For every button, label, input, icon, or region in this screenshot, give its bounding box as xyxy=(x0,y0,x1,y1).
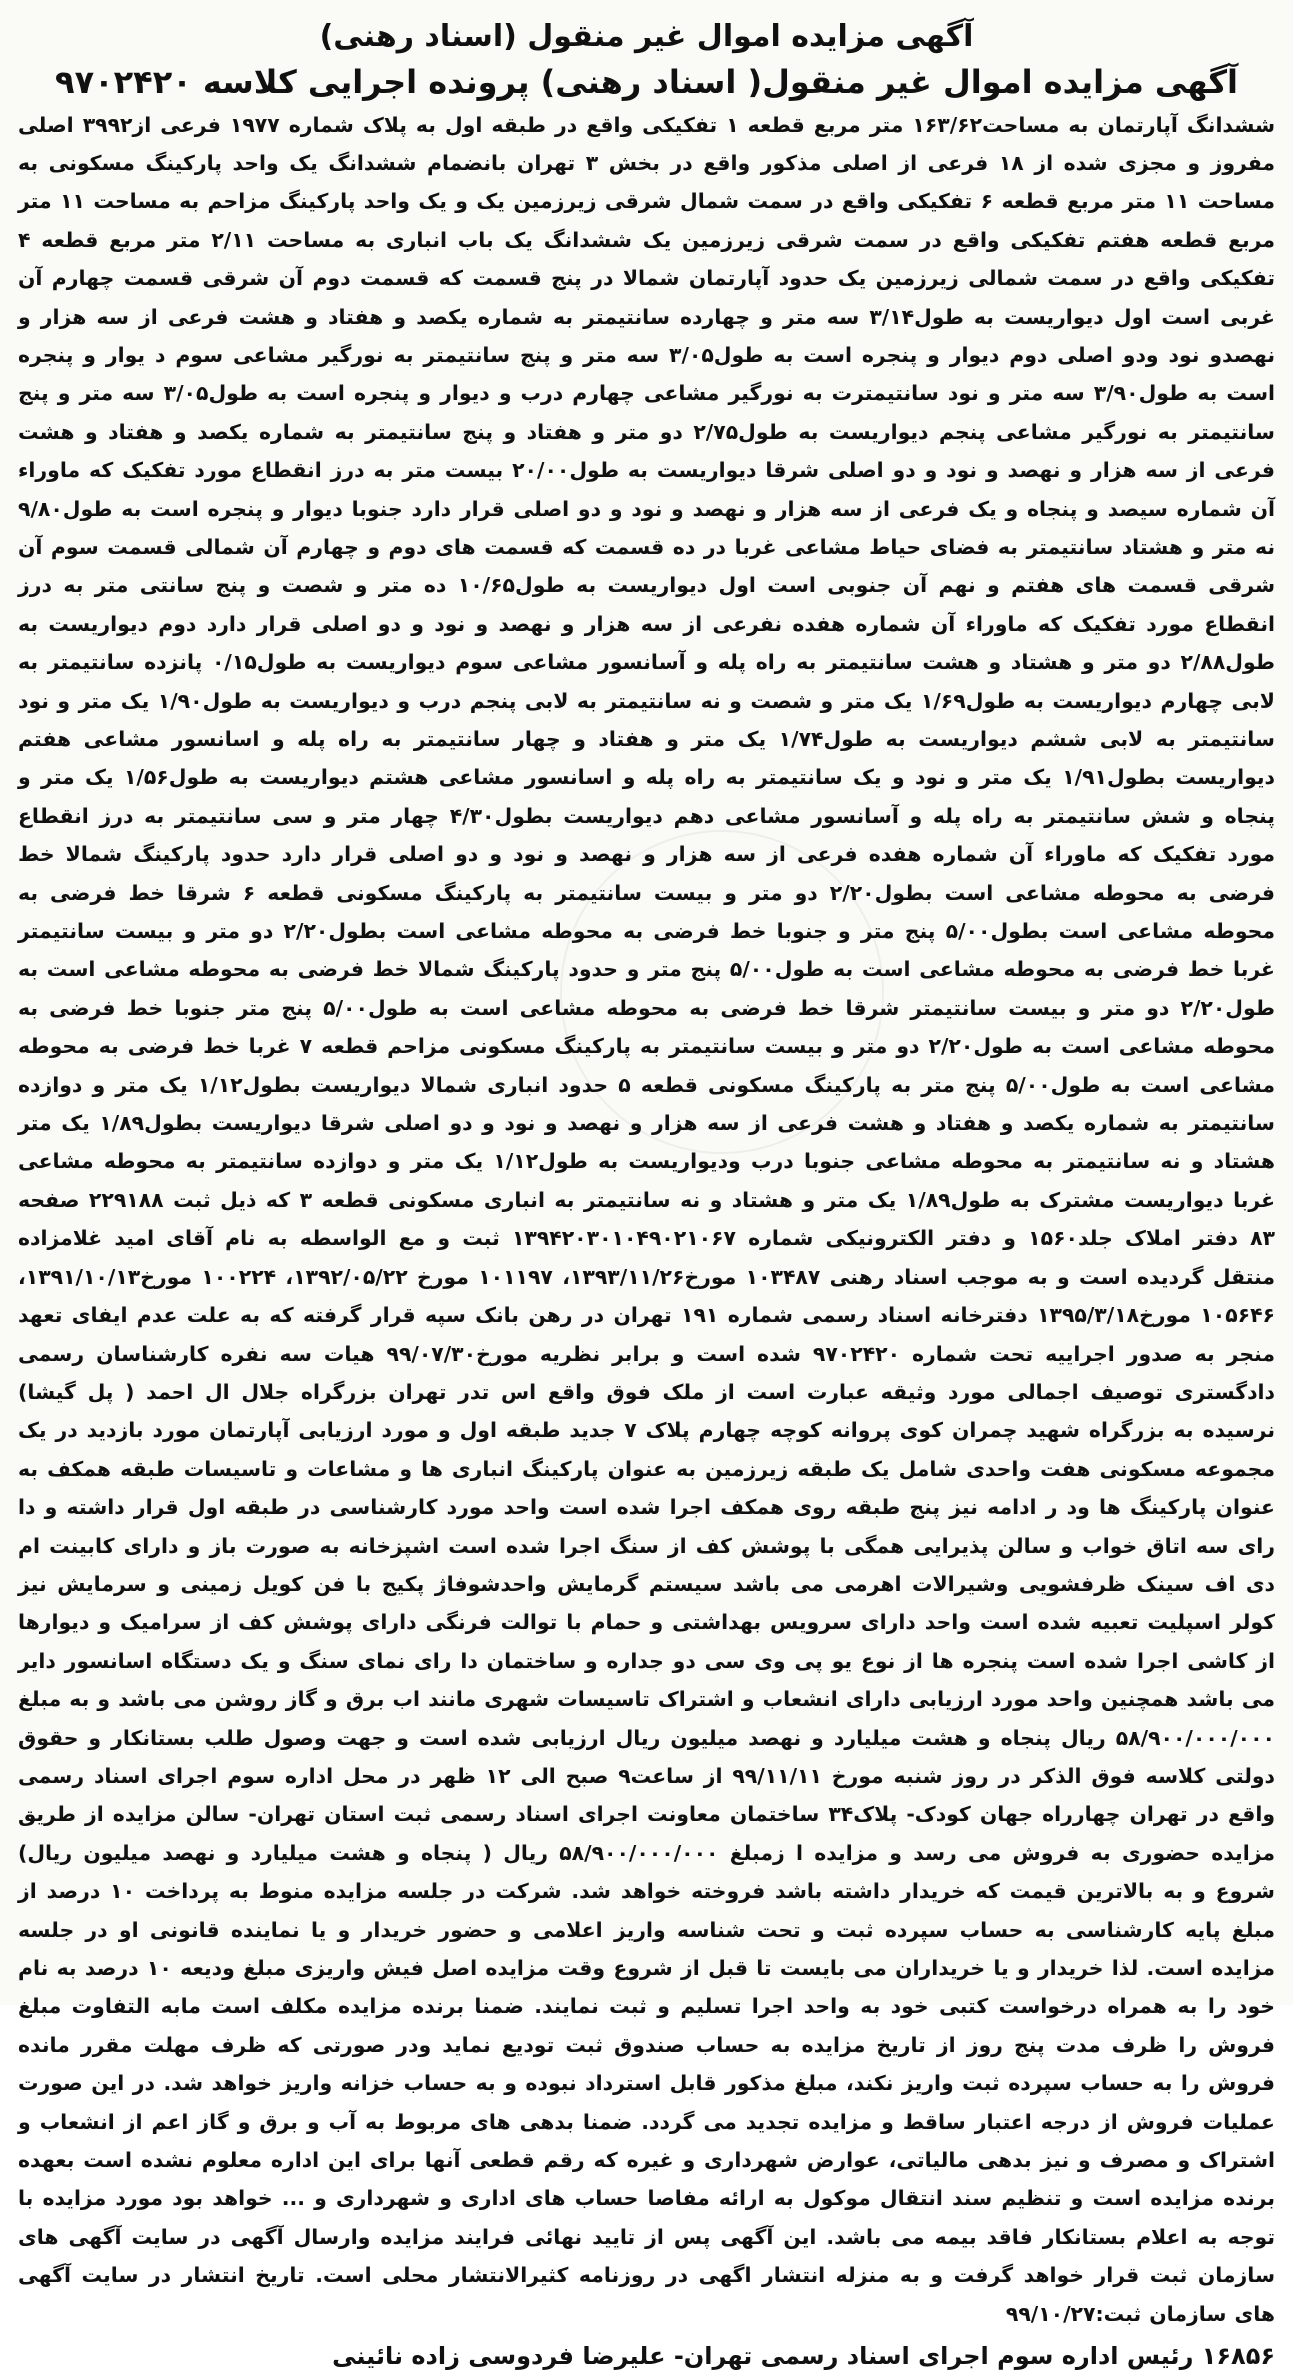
notice-subtitle: آگهی مزایده اموال غیر منقول( اسناد رهنی) پرونده اجرایی کلاسه ۹۷۰۲۴۲۰ xyxy=(55,62,1238,101)
notice-title: آگهی مزایده اموال غیر منقول (اسناد رهنی) xyxy=(319,19,974,54)
notice-signature: ۱۶۸۵۶ رئیس اداره سوم اجرای اسناد رسمی تهران- علیرضا فردوسی زاده نائینی xyxy=(332,2342,1275,2371)
notice-body: ششدانگ آپارتمان به مساحت۱۶۳/۶۲ متر مربع قطعه ۱ تفکیکی واقع در طبقه اول به پلاک شماره ۱۹۷۷ فرعی از۳۹۹۲ اصلی مفروز و مجزی شده از ۱۸ فرعی از اصلی مذکور واقع در بخش ۳ تهران بانضمام ششدانگ یک واحد پارکینگ مسکونی به مساحت ۱۱ متر مربع قطعه ۶ تفکیکی واقع در سمت شمال شرقی زیرزمین یک و یک واحد پارکینگ مزاحم به مساحت ۱۱ متر مربع قطعه هفتم تفکیکی واقع در سمت شرقی زیرزمین یک ششدانگ یک باب انباری به مساحت ۲/۱۱ متر مربع قطعه ۴ تفکیکی واقع در سمت شمالی زیرزمین یک حدود آپارتمان شمالا در پنج قسمت که قسمت دوم آن شرقی قسمت چهارم آن غربی است اول دیواریست به طول۳/۱۴ سه متر و چهارده سانتیمتر به شماره یکصد و هفتاد و هشت فرعی از سه هزار و نهصدو نود ودو اصلی دوم دیوار و پنجره است به طول۳/۰۵ سه متر و پنج سانتیمتر به نورگیر مشاعی سوم د یوار و پنجره است به طول۳/۹۰ سه متر و نود سانتیمترت به نورگیر مشاعی چهارم درب و دیوار و پنجره است به طول۳/۰۵ سه متر و پنج سانتیمتر به نورگیر مشاعی پنجم دیواریست به طول۲/۷۵ دو متر و هفتاد و پنج سانتیمتر به شماره یکصد و هفتاد و هشت فرعی از سه هزار و نهصد و نود و دو اصلی شرقا دیواریست به طول۲۰/۰۰ بیست متر به درز انقطاع مورد تفکیک که ماوراء آن شماره سیصد و پنجاه و یک فرعی از سه هزار و نهصد و نود و دو اصلی قرار دارد جنوبا دیوار و پنجره است به طول۹/۸۰ نه متر و هشتاد سانتیمتر به فضای حیاط مشاعی غربا در ده قسمت که قسمت های دوم و چهارم آن شمالی قسمت سوم آن شرقی قسمت های هفتم و نهم آن جنوبی است اول دیواریست به طول۱۰/۶۵ ده متر و شصت و پنج سانتی متر به درز انقطاع مورد تفکیک که ماوراء آن شماره هفده نفرعی از سه هزار و نهصد و نود و دو اصلی قرار دارد دوم دیواریست به طول۲/۸۸ دو متر و هشتاد و هشت سانتیمتر به راه پله و آسانسور مشاعی سوم دیواریست به طول۰/۱۵ پانزده سانتیمتر به لابی چهارم دیواریست به طول۱/۶۹ یک متر و شصت و نه سانتیمتر به لابی پنجم درب و دیواریست به طول۱/۹۰ یک متر و نود سانتیمتر به لابی ششم دیواریست به طول۱/۷۴ یک متر و هفتاد و چهار سانتیمتر به راه پله و اسانسور مشاعی هفتم دیواریست بطول۱/۹۱ یک متر و نود و یک سانتیمتر به راه پله و اسانسور مشاعی هشتم دیواریست به طول۱/۵۶ یک متر و پنجاه و شش سانتیمتر به راه پله و آسانسور مشاعی دهم دیواریست بطول۴/۳۰ چهار متر و سی سانتیمتر به درز انقطاع مورد تفکیک که ماوراء آن شماره هفده فرعی از سه هزار و نهصد و نود و دو اصلی قرار دارد حدود پارکینگ شمالا خط فرضی به محوطه مشاعی است بطول۲/۲۰ دو متر و بیست سانتیمتر به پارکینگ مسکونی قطعه ۶ شرقا خط فرضی به محوطه مشاعی است بطول۵/۰۰ پنج متر و جنوبا خط فرضی به محوطه مشاعی است بطول۲/۲۰ دو متر و بیست سانتیمتر غربا خط فرضی به محوطه مشاعی است به طول۵/۰۰ پنج متر و حدود پارکینگ شمالا خط فرضی به محوطه مشاعی است به طول۲/۲۰ دو متر و بیست سانتیمتر شرقا خط فرضی به محوطه مشاعی است به طول۵/۰۰ پنج متر جنوبا خط فرضی به محوطه مشاعی است به طول۲/۲۰ دو متر و بیست سانتیمتر به پارکینگ مسکونی مزاحم قطعه ۷ غربا خط فرضی به محوطه مشاعی است به طول۵/۰۰ پنج متر به پارکینگ مسکونی قطعه ۵ حدود انباری شمالا دیواریست بطول۱/۱۲ یک متر و دوازده سانتیمتر به شماره یکصد و هفتاد و هشت فرعی از سه هزار و نهصد و نود و دو اصلی شرقا دیواریست بطول۱/۸۹ یک متر هشتاد و نه سانتیمتر به محوطه مشاعی جنوبا درب ودیواریست به طول۱/۱۲ یک متر و دوازده سانتیمتر به محوطه مشاعی غربا دیواریست مشترک به طول۱/۸۹ یک متر و هشتاد و نه سانتیمتر به انباری مسکونی قطعه ۳ که ذیل ثبت ۲۲۹۱۸۸ صفحه ۸۳ دفتر املاک جلد۱۵۶۰ و دفتر الکترونیکی شماره ۱۳۹۴۲۰۳۰۱۰۴۹۰۲۱۰۶۷ ثبت و مع الواسطه به نام آقای امید غلامزاده منتقل گردیده است و به موجب اسناد رهنی ۱۰۳۴۸۷ مورخ۱۳۹۳/۱۱/۲۶، ۱۰۱۱۹۷ مورخ ۱۳۹۲/۰۵/۲۲، ۱۰۰۲۲۴ مورخ۱۳۹۱/۱۰/۱۳، ۱۰۵۶۴۶ مورخ۱۳۹۵/۳/۱۸ دفترخانه اسناد رسمی شماره ۱۹۱ تهران در رهن بانک سپه قرار گرفته که به علت عدم ایفای تعهد منجر به صدور اجراییه تحت شماره ۹۷۰۲۴۲۰ شده است و برابر نظریه مورخ۹۹/۰۷/۳۰ هیات سه نفره کارشناسان رسمی دادگستری توصیف اجمالی مورد وثیقه عبارت است از ملک فوق واقع اس تدر تهران بزرگراه جلال ال احمد ( پل گیشا) نرسیده به بزرگراه شهید چمران کوی پروانه کوچه چهارم پلاک ۷ جدید طبقه اول و مورد ارزیابی آپارتمان مورد بازدید در یک مجموعه مسکونی هفت واحدی شامل یک طبقه زیرزمین به عنوان پارکینگ انباری ها و مشاعات و تاسیسات طبقه همکف به عنوان پارکینگ ها ود ر ادامه نیز پنج طبقه روی همکف اجرا شده است واحد مورد کارشناسی در طبقه اول قرار داشته و دا رای سه اتاق خواب و سالن پذیرایی همگی با پوشش کف از سنگ اجرا شده است اشپزخانه به صورت باز و دارای کابینت ام دی اف سینک ظرفشویی وشیرالات اهرمی می باشد سیستم گرمایش واحدشوفاژ پکیج با فن کویل زمینی و سرمایش نیز کولر اسپلیت تعبیه شده است واحد دارای سرویس بهداشتی و حمام با توالت فرنگی دارای پوشش کف از سرامیک و دیوارها از کاشی اجرا شده است پنجره ها از نوع یو پی وی سی دو جداره و ساختمان دا رای نمای سنگ و یک دستگاه اسانسور دایر می باشد همچنین واحد مورد ارزیابی دارای انشعاب و اشتراک تاسیسات شهری مانند اب برق و گاز روشن می باشد و به مبلغ ۵۸/۹۰۰/۰۰۰/۰۰۰ ریال پنجاه و هشت میلیارد و نهصد میلیون ریال ارزیابی شده است و جهت وصول طلب بستانکار و حقوق دولتی کلاسه فوق الذکر در روز شنبه مورخ ۹۹/۱۱/۱۱ از ساعت۹ صبح الی ۱۲ ظهر در محل اداره سوم اجرای اسناد رسمی واقع در تهران چهارراه جهان کودک- پلاک۳۴ ساختمان معاونت اجرای اسناد رسمی ثبت استان تهران- سالن مزایده از طریق مزایده حضوری به فروش می رسد و مزایده ا زمبلغ ۵۸/۹۰۰/۰۰۰/۰۰۰ ریال ( پنجاه و هشت میلیارد و نهصد میلیون ریال) شروع و به بالاترین قیمت که خریدار داشته باشد فروخته خواهد شد. شرکت در جلسه مزایده منوط به پرداخت ۱۰ درصد از مبلغ پایه کارشناسی به حساب سپرده ثبت و تحت شناسه واریز اعلامی و حضور خریدار و یا نماینده قانونی او در جلسه مزایده است. لذا خریدار و یا خریداران می بایست تا قبل از شروع وقت مزایده اصل فیش واریزی مبلغ ودیعه ۱۰ درصد به نام خود را به همراه درخواست کتبی خود به واحد اجرا تسلیم و ثبت نمایند. ضمنا برنده مزایده مکلف است مابه التفاوت مبلغ فروش را ظرف مدت پنج روز از تاریخ مزایده به حساب صندوق ثبت تودیع نماید ودر صورتی که ظرف مهلت مقرر مانده فروش را به حساب سپرده ثبت واریز نکند، مبلغ مذکور قابل استرداد نبوده و به حساب خزانه واریز خواهد شد. در این صورت عملیات فروش از درجه اعتبار ساقط و مزایده تجدید می گردد. ضمنا بدهی های مربوط به آب و برق و گاز اعم از انشعاب و اشتراک و مصرف و نیز بدهی مالیاتی، عوارض شهرداری و غیره که رقم قطعی آنها برای این اداره معلوم نشده است بعهده برنده مزایده است و تنظیم سند انتقال موکول به ارائه مفاصا حساب های اداری و شهرداری و ... خواهد بود مورد مزایده با توجه به اعلام بستانکار فاقد بیمه می باشد. این آگهی پس از تایید نهائی فرایند مزایده وارسال آگهی در سایت آگهی های سازمان ثبت قرار خواهد گرفت و به منزله انتشار اگهی در روزنامه کثیرالانتشار محلی است. تاریخ انتشار در سایت آگهی های سازمان ثبت:۹۹/۱۰/۲۷ xyxy=(18,112,1276,2326)
